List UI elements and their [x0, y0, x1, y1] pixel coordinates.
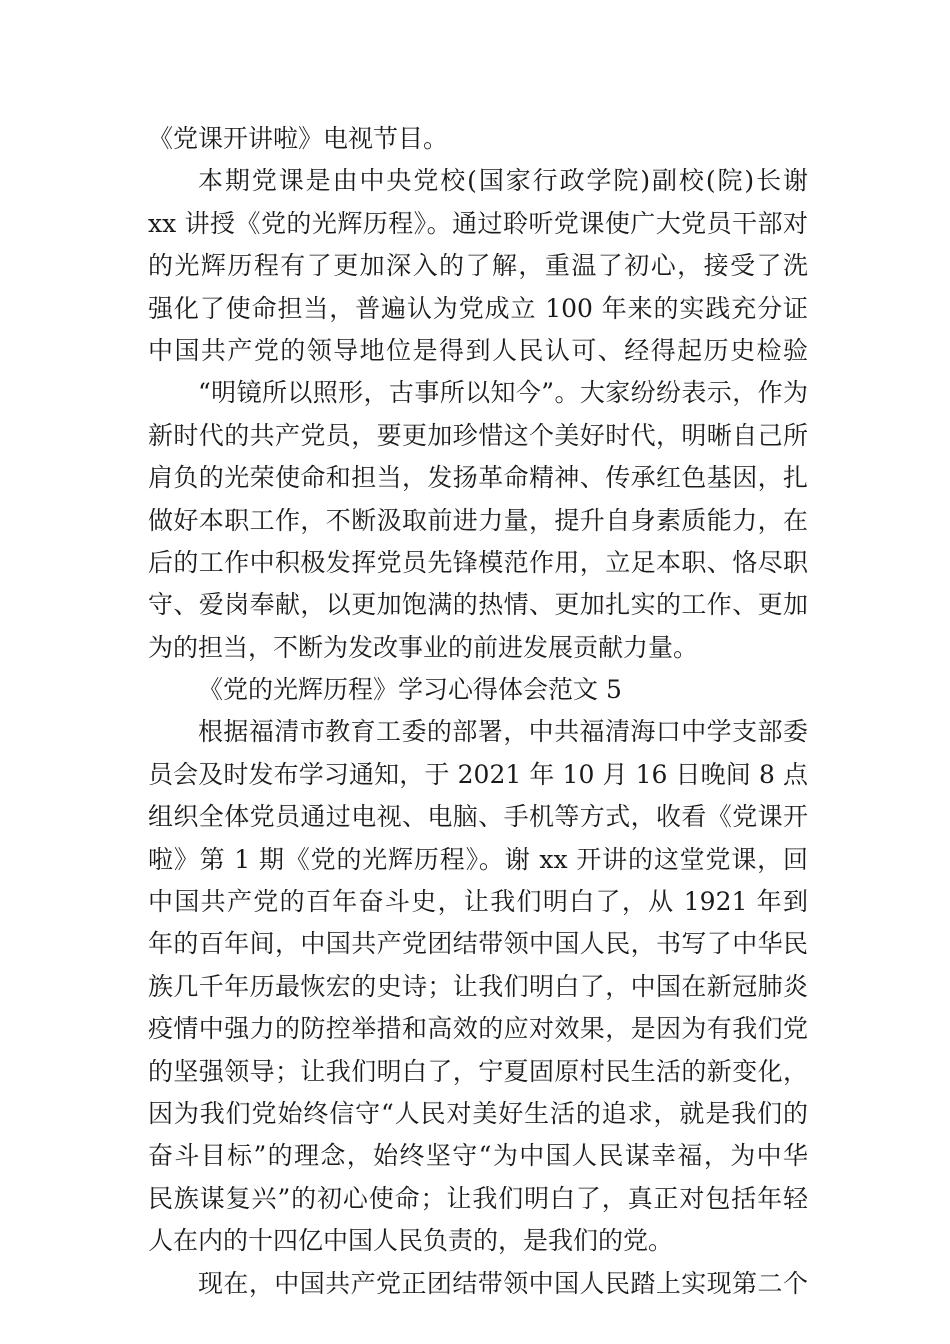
text-line: 为的担当，不断为发改事业的前进发展贡献力量。	[148, 632, 699, 662]
text-line: 做好本职工作，不断汲取前进力量，提升自身素质能力，在	[148, 505, 808, 535]
text-line: 民族谋复兴”的初心使命；让我们明白了，真正对包括年轻	[148, 1183, 808, 1213]
text-line: “明镜所以照形，古事所以知今”。大家纷纷表示，作为	[198, 378, 808, 408]
text-line: 中国共产党的百年奋斗史，让我们明白了，从 1921 年到	[148, 887, 808, 917]
text-line: 的光辉历程有了更加深入的了解，重温了初心，接受了洗	[148, 251, 808, 281]
text-line: 因为我们党始终信守“人民对美好生活的追求，就是我们的	[148, 1098, 808, 1128]
text-line: 啦》第 1 期《党的光辉历程》。谢 xx 开讲的这堂党课，回	[148, 844, 808, 874]
text-line: 强化了使命担当，普遍认为党成立 100 年来的实践充分证	[148, 293, 808, 323]
text-line: 奋斗目标”的理念，始终坚守“为中国人民谋幸福，为中华	[148, 1141, 808, 1171]
text-line: 守、爱岗奉献，以更加饱满的热情、更加扎实的工作、更加	[148, 590, 808, 620]
text-line: 人在内的十四亿中国人民负责的，是我们的党。	[148, 1226, 674, 1256]
text-line: 后的工作中积极发挥党员先锋模范作用，立足本职、恪尽职	[148, 547, 808, 577]
text-line: 《党的光辉历程》学习心得体会范文 5	[198, 675, 622, 705]
text-line: 本期党课是由中央党校(国家行政学院)副校(院)长谢	[198, 166, 808, 196]
text-line: 的坚强领导；让我们明白了，宁夏固原村民生活的新变化，	[148, 1056, 808, 1086]
text-line: 新时代的共产党员，要更加珍惜这个美好时代，明晰自己所	[148, 420, 808, 450]
text-line: xx 讲授《党的光辉历程》。通过聆听党课使广大党员干部对	[148, 208, 808, 238]
text-line: 疫情中强力的防控举措和高效的应对效果，是因为有我们党	[148, 1014, 808, 1044]
text-line: 根据福清市教育工委的部署，中共福清海口中学支部委	[198, 717, 808, 747]
text-line: 中国共产党的领导地位是得到人民认可、经得起历史检验	[148, 335, 808, 365]
text-line: 员会及时发布学习通知，于 2021 年 10 月 16 日晚间 8 点	[148, 759, 808, 789]
text-line: 年的百年间，中国共产党团结带领中国人民，书写了中华民	[148, 929, 808, 959]
document-body	[148, 118, 808, 1305]
text-line: 族几千年历最恢宏的史诗；让我们明白了，中国在新冠肺炎	[148, 971, 808, 1001]
text-line: 《党课开讲啦》电视节目。	[148, 124, 449, 153]
text-line: 组织全体党员通过电视、电脑、手机等方式，收看《党课开	[148, 802, 808, 832]
text-line: 现在，中国共产党正团结带领中国人民踏上实现第二个	[198, 1268, 808, 1298]
text-line: 肩负的光荣使命和担当，发扬革命精神、传承红色基因，扎	[148, 463, 808, 493]
